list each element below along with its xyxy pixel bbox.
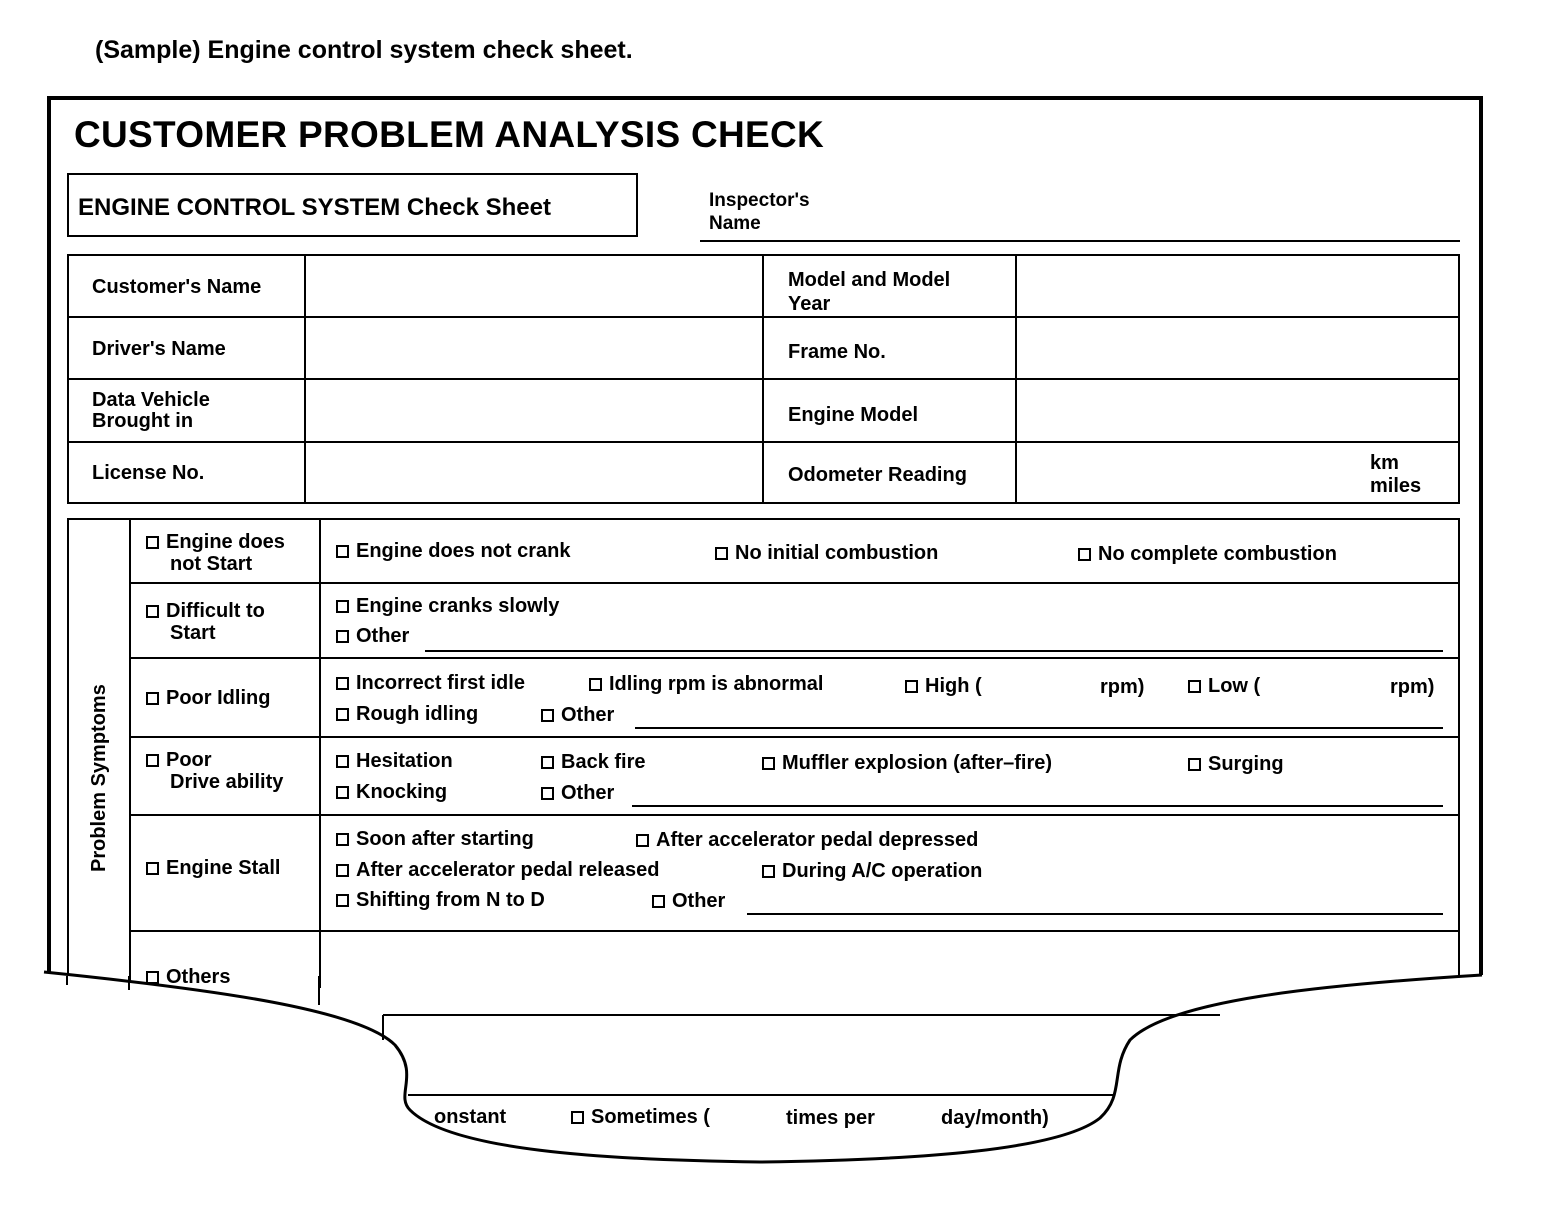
high-rpm-unit: rpm): [1100, 676, 1145, 698]
odometer-unit-miles: miles: [1370, 475, 1422, 497]
sometimes-checkbox[interactable]: [571, 1111, 584, 1124]
problem-symptoms-label: Problem Symptoms: [88, 684, 110, 872]
inspector-label-line1: Inspector's: [709, 190, 810, 211]
form-title: CUSTOMER PROBLEM ANALYSIS CHECK: [74, 114, 825, 155]
driver-name-label: Driver's Name: [92, 338, 226, 360]
no-complete-label: No complete combustion: [1098, 543, 1337, 565]
model-year-label-line1: Model and Model: [788, 269, 951, 291]
after-released-label: After accelerator pedal released: [356, 859, 660, 881]
sometimes-option[interactable]: [571, 1106, 710, 1129]
not-crank-label: Engine does not crank: [356, 540, 571, 562]
inspector-label-line2: Name: [709, 213, 761, 234]
constant-label: onstant: [434, 1106, 507, 1128]
customer-name-label: Customer's Name: [92, 276, 262, 298]
soon-after-label: Soon after starting: [356, 828, 534, 850]
frame-no-label: Frame No.: [788, 341, 886, 363]
idling-abnormal-label: Idling rpm is abnormal: [609, 673, 824, 695]
difficult-start-label-2: Start: [170, 622, 216, 644]
difficult-other-label: Other: [356, 625, 410, 647]
model-year-label-line2: Year: [788, 293, 831, 315]
poor-idling-label: Poor Idling: [166, 687, 271, 709]
engine-model-label: Engine Model: [788, 404, 918, 426]
poor-drive-label-1: Poor: [166, 749, 212, 771]
muffler-label: Muffler explosion (after–fire): [782, 752, 1053, 774]
page-caption: (Sample) Engine control system check sheet.: [95, 36, 633, 64]
form-subtitle: ENGINE CONTROL SYSTEM Check Sheet: [78, 194, 551, 221]
after-depressed-label: After accelerator pedal depressed: [656, 829, 979, 851]
day-month-label: day/month): [941, 1107, 1049, 1129]
knocking-label: Knocking: [356, 781, 448, 803]
rough-idling-label: Rough idling: [356, 703, 479, 725]
low-rpm-label: Low (: [1208, 675, 1261, 697]
engine-not-start-label-2: not Start: [170, 553, 253, 575]
times-per-label: times per: [786, 1107, 875, 1129]
date-brought-label-line1: Data Vehicle: [92, 389, 210, 411]
engine-stall-label: Engine Stall: [166, 857, 281, 879]
sometimes-label: Sometimes (: [591, 1106, 710, 1128]
shifting-label: Shifting from N to D: [356, 889, 545, 911]
odometer-unit-km: km: [1370, 452, 1399, 474]
back-fire-label: Back fire: [561, 751, 646, 773]
engine-not-start-label-1: Engine does: [166, 531, 285, 553]
date-brought-label-line2: Brought in: [92, 410, 194, 432]
odometer-label: Odometer Reading: [788, 464, 967, 486]
license-no-label: License No.: [92, 462, 205, 484]
during-ac-label: During A/C operation: [782, 860, 983, 882]
hesitation-label: Hesitation: [356, 750, 453, 772]
surging-label: Surging: [1208, 753, 1284, 775]
stall-other-label: Other: [672, 890, 726, 912]
difficult-start-label-1: Difficult to: [166, 600, 265, 622]
high-rpm-label: High (: [925, 675, 982, 697]
poor-drive-label-2: Drive ability: [170, 771, 284, 793]
others-label: Others: [166, 966, 231, 988]
no-initial-label: No initial combustion: [735, 542, 939, 564]
low-rpm-unit: rpm): [1390, 676, 1435, 698]
drive-other-label: Other: [561, 782, 615, 804]
idling-other-label: Other: [561, 704, 615, 726]
incorrect-idle-label: Incorrect first idle: [356, 672, 525, 694]
cranks-slowly-label: Engine cranks slowly: [356, 595, 560, 617]
